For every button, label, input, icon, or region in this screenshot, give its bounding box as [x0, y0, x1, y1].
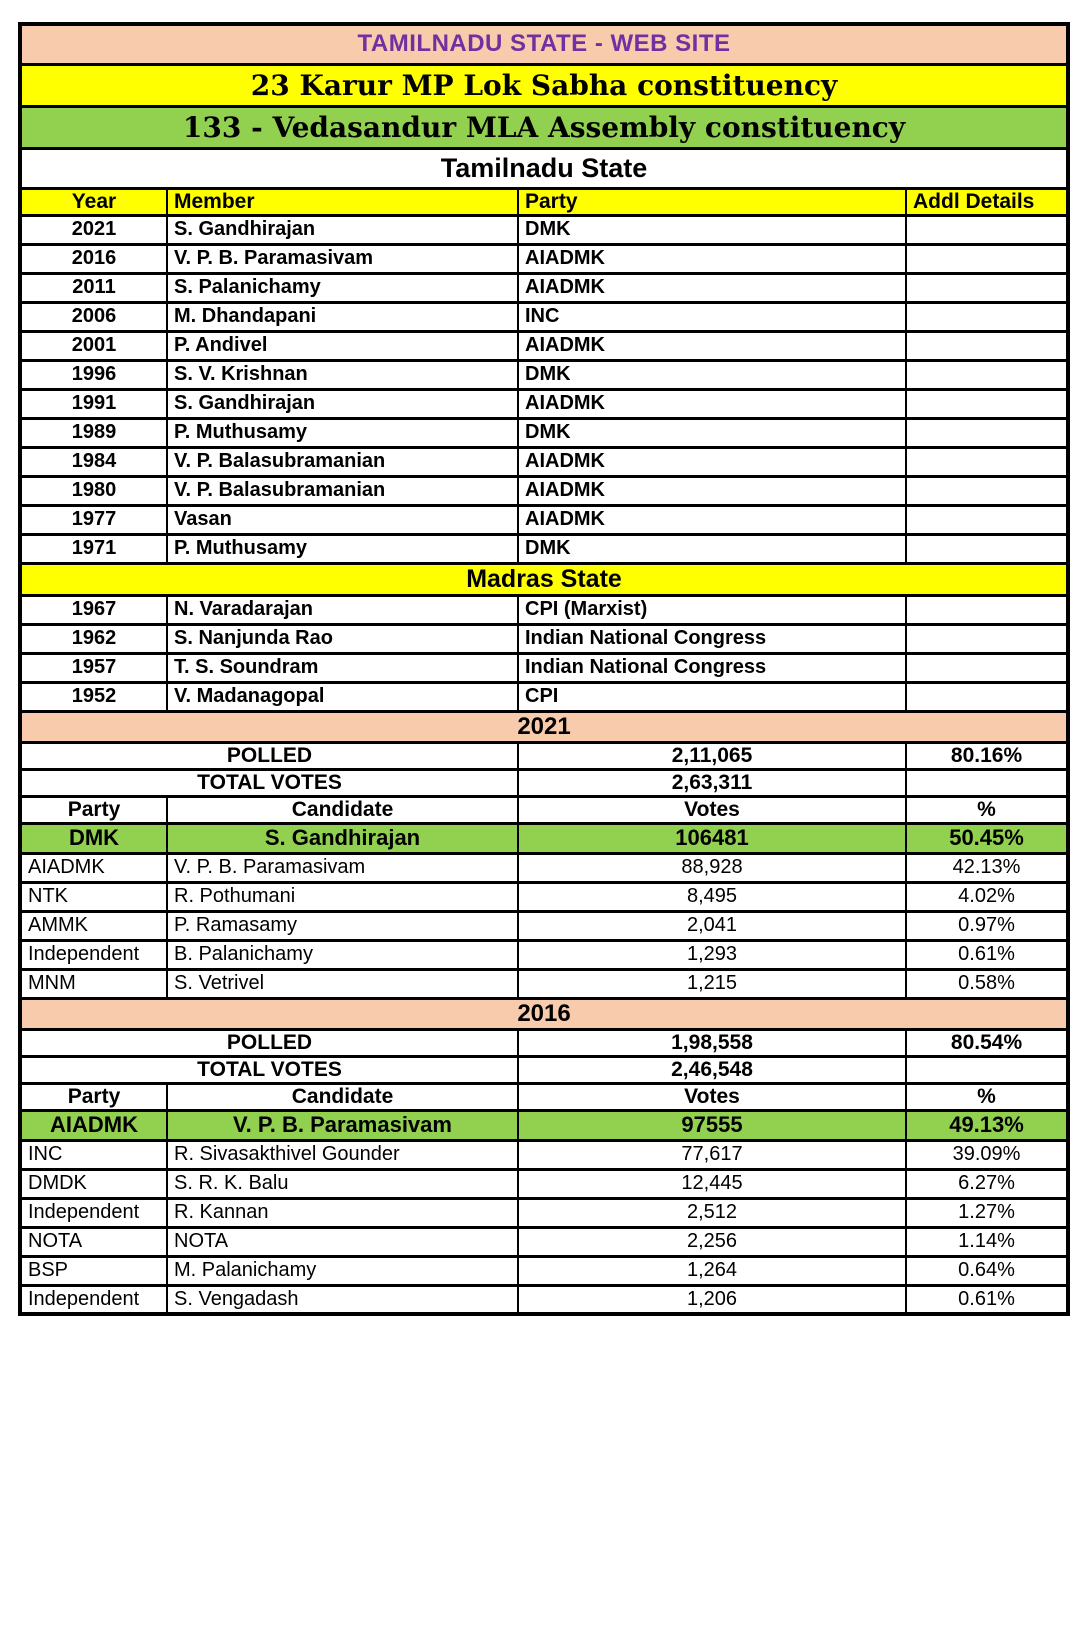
- member-cell: P. Muthusamy: [167, 534, 518, 563]
- polled-votes: 1,98,558: [518, 1029, 906, 1056]
- votes-cell: 2,512: [518, 1198, 906, 1227]
- addl-details-cell: [906, 447, 1068, 476]
- percent-cell: 6.27%: [906, 1169, 1068, 1198]
- empty-cell: [906, 769, 1068, 796]
- percent-column-header: %: [906, 1083, 1068, 1110]
- winner-candidate-cell: S. Gandhirajan: [167, 823, 518, 853]
- results-header-row: [20, 796, 1068, 823]
- votes-cell: 12,445: [518, 1169, 906, 1198]
- total-votes-label: TOTAL VOTES: [20, 769, 518, 796]
- candidate-cell: NOTA: [167, 1227, 518, 1256]
- year-cell: 1991: [20, 389, 167, 418]
- year-cell: 2001: [20, 331, 167, 360]
- winner-percent-cell: 50.45%: [906, 823, 1068, 853]
- percent-cell: 0.61%: [906, 940, 1068, 969]
- member-cell: P. Muthusamy: [167, 418, 518, 447]
- election-2016-results-body: [20, 1140, 1068, 1314]
- party-cell: AIADMK: [518, 447, 906, 476]
- winner-row: [20, 1110, 1068, 1140]
- party-cell: DMK: [518, 534, 906, 563]
- party-cell: DMDK: [20, 1169, 167, 1198]
- candidate-column-header: Candidate: [167, 796, 518, 823]
- total-votes-value: 2,46,548: [518, 1056, 906, 1083]
- year-cell: 1977: [20, 505, 167, 534]
- polled-votes: 2,11,065: [518, 742, 906, 769]
- member-row: [20, 534, 1068, 563]
- polled-label: POLLED: [20, 742, 518, 769]
- addl-details-cell: [906, 215, 1068, 244]
- state-heading: Tamilnadu State: [20, 148, 1068, 188]
- party-cell: AIADMK: [518, 244, 906, 273]
- percent-cell: 0.97%: [906, 911, 1068, 940]
- winner-row: [20, 823, 1068, 853]
- member-row: [20, 273, 1068, 302]
- site-title: TAMILNADU STATE - WEB SITE: [20, 24, 1068, 64]
- addl-details-cell: [906, 244, 1068, 273]
- party-cell: INC: [20, 1140, 167, 1169]
- winner-party-cell: AIADMK: [20, 1110, 167, 1140]
- party-cell: NTK: [20, 882, 167, 911]
- winner-candidate-cell: V. P. B. Paramasivam: [167, 1110, 518, 1140]
- election-2021-section: [20, 711, 1068, 853]
- winner-party-cell: DMK: [20, 823, 167, 853]
- member-cell: M. Dhandapani: [167, 302, 518, 331]
- party-cell: AMMK: [20, 911, 167, 940]
- year-cell: 2021: [20, 215, 167, 244]
- candidate-cell: P. Ramasamy: [167, 911, 518, 940]
- candidate-column-header: Candidate: [167, 1083, 518, 1110]
- party-column-header: Party: [518, 188, 906, 215]
- member-cell: S. V. Krishnan: [167, 360, 518, 389]
- year-cell: 2006: [20, 302, 167, 331]
- member-row: [20, 360, 1068, 389]
- candidate-cell: S. R. K. Balu: [167, 1169, 518, 1198]
- member-cell: V. P. B. Paramasivam: [167, 244, 518, 273]
- party-column-header: Party: [20, 796, 167, 823]
- party-cell: AIADMK: [20, 853, 167, 882]
- addl-details-cell: [906, 534, 1068, 563]
- result-row: [20, 1227, 1068, 1256]
- madras-members-body: [20, 595, 1068, 711]
- mla-constituency-row: [20, 106, 1068, 148]
- member-cell: T. S. Soundram: [167, 653, 518, 682]
- polled-row: [20, 1029, 1068, 1056]
- candidate-cell: S. Vetrivel: [167, 969, 518, 998]
- addl-details-cell: [906, 389, 1068, 418]
- member-row: [20, 389, 1068, 418]
- site-title-row: [20, 24, 1068, 64]
- election-year-banner: 2016: [20, 998, 1068, 1029]
- result-row: [20, 853, 1068, 882]
- year-cell: 2016: [20, 244, 167, 273]
- tamilnadu-members-body: [20, 215, 1068, 563]
- percent-column-header: %: [906, 796, 1068, 823]
- percent-cell: 0.64%: [906, 1256, 1068, 1285]
- member-row: [20, 682, 1068, 711]
- party-column-header: Party: [20, 1083, 167, 1110]
- votes-cell: 88,928: [518, 853, 906, 882]
- percent-cell: 4.02%: [906, 882, 1068, 911]
- member-cell: S. Gandhirajan: [167, 215, 518, 244]
- madras-banner-body: [20, 563, 1068, 595]
- results-header-row: [20, 1083, 1068, 1110]
- member-cell: P. Andivel: [167, 331, 518, 360]
- party-cell: MNM: [20, 969, 167, 998]
- member-cell: S. Gandhirajan: [167, 389, 518, 418]
- votes-cell: 8,495: [518, 882, 906, 911]
- party-cell: CPI (Marxist): [518, 595, 906, 624]
- member-cell: V. P. Balasubramanian: [167, 447, 518, 476]
- member-row: [20, 653, 1068, 682]
- result-row: [20, 1285, 1068, 1314]
- votes-cell: 1,293: [518, 940, 906, 969]
- member-row: [20, 331, 1068, 360]
- winner-percent-cell: 49.13%: [906, 1110, 1068, 1140]
- party-cell: Indian National Congress: [518, 624, 906, 653]
- year-cell: 2011: [20, 273, 167, 302]
- polled-label: POLLED: [20, 1029, 518, 1056]
- party-cell: AIADMK: [518, 389, 906, 418]
- year-cell: 1971: [20, 534, 167, 563]
- mla-constituency-banner: 133 - Vedasandur MLA Assembly constituency: [20, 106, 1068, 148]
- party-cell: CPI: [518, 682, 906, 711]
- empty-cell: [906, 1056, 1068, 1083]
- addl-details-cell: [906, 653, 1068, 682]
- party-cell: AIADMK: [518, 273, 906, 302]
- party-cell: Independent: [20, 1285, 167, 1314]
- candidate-cell: M. Palanichamy: [167, 1256, 518, 1285]
- year-column-header: Year: [20, 188, 167, 215]
- result-row: [20, 1140, 1068, 1169]
- election-year-row: [20, 998, 1068, 1029]
- addl-details-cell: [906, 595, 1068, 624]
- party-cell: AIADMK: [518, 505, 906, 534]
- mp-constituency-banner: 23 Karur MP Lok Sabha constituency: [20, 64, 1068, 106]
- year-cell: 1962: [20, 624, 167, 653]
- party-cell: DMK: [518, 360, 906, 389]
- party-cell: DMK: [518, 215, 906, 244]
- votes-cell: 77,617: [518, 1140, 906, 1169]
- member-row: [20, 418, 1068, 447]
- member-row: [20, 447, 1068, 476]
- votes-cell: 1,206: [518, 1285, 906, 1314]
- member-cell: V. P. Balasubramanian: [167, 476, 518, 505]
- addl-details-cell: [906, 505, 1068, 534]
- result-row: [20, 1198, 1068, 1227]
- party-cell: Indian National Congress: [518, 653, 906, 682]
- member-row: [20, 244, 1068, 273]
- year-cell: 1996: [20, 360, 167, 389]
- year-cell: 1989: [20, 418, 167, 447]
- party-cell: Independent: [20, 940, 167, 969]
- candidate-cell: V. P. B. Paramasivam: [167, 853, 518, 882]
- addl-details-cell: [906, 624, 1068, 653]
- polled-row: [20, 742, 1068, 769]
- result-row: [20, 911, 1068, 940]
- member-row: [20, 215, 1068, 244]
- state-heading-row: [20, 148, 1068, 188]
- header-banners: [20, 24, 1068, 215]
- party-cell: INC: [518, 302, 906, 331]
- percent-cell: 0.58%: [906, 969, 1068, 998]
- year-cell: 1984: [20, 447, 167, 476]
- candidate-cell: R. Sivasakthivel Gounder: [167, 1140, 518, 1169]
- year-cell: 1957: [20, 653, 167, 682]
- addl-details-cell: [906, 476, 1068, 505]
- party-cell: AIADMK: [518, 331, 906, 360]
- winner-votes-cell: 106481: [518, 823, 906, 853]
- member-row: [20, 505, 1068, 534]
- addl-details-cell: [906, 331, 1068, 360]
- result-row: [20, 1256, 1068, 1285]
- total-votes-label: TOTAL VOTES: [20, 1056, 518, 1083]
- member-cell: V. Madanagopal: [167, 682, 518, 711]
- election-2021-results-body: [20, 853, 1068, 998]
- member-cell: Vasan: [167, 505, 518, 534]
- polled-percent: 80.16%: [906, 742, 1068, 769]
- year-cell: 1980: [20, 476, 167, 505]
- percent-cell: 1.14%: [906, 1227, 1068, 1256]
- addl-details-cell: [906, 273, 1068, 302]
- member-column-header: Member: [167, 188, 518, 215]
- percent-cell: 42.13%: [906, 853, 1068, 882]
- member-row: [20, 302, 1068, 331]
- total-votes-row: [20, 769, 1068, 796]
- year-cell: 1952: [20, 682, 167, 711]
- constituency-table: [18, 22, 1070, 1316]
- votes-column-header: Votes: [518, 1083, 906, 1110]
- votes-cell: 2,256: [518, 1227, 906, 1256]
- member-row: [20, 624, 1068, 653]
- member-cell: S. Palanichamy: [167, 273, 518, 302]
- member-cell: S. Nanjunda Rao: [167, 624, 518, 653]
- election-2016-section: [20, 998, 1068, 1140]
- party-cell: AIADMK: [518, 476, 906, 505]
- candidate-cell: R. Kannan: [167, 1198, 518, 1227]
- winner-votes-cell: 97555: [518, 1110, 906, 1140]
- result-row: [20, 882, 1068, 911]
- percent-cell: 39.09%: [906, 1140, 1068, 1169]
- total-votes-row: [20, 1056, 1068, 1083]
- member-cell: N. Varadarajan: [167, 595, 518, 624]
- member-row: [20, 595, 1068, 624]
- madras-heading: Madras State: [20, 563, 1068, 595]
- votes-cell: 1,215: [518, 969, 906, 998]
- result-row: [20, 940, 1068, 969]
- addl-details-cell: [906, 360, 1068, 389]
- party-cell: Independent: [20, 1198, 167, 1227]
- party-cell: BSP: [20, 1256, 167, 1285]
- election-year-row: [20, 711, 1068, 742]
- addl-details-cell: [906, 302, 1068, 331]
- candidate-cell: R. Pothumani: [167, 882, 518, 911]
- addl-details-cell: [906, 418, 1068, 447]
- member-row: [20, 476, 1068, 505]
- mp-constituency-row: [20, 64, 1068, 106]
- addl-details-column-header: Addl Details: [906, 188, 1068, 215]
- madras-heading-row: [20, 563, 1068, 595]
- total-votes-value: 2,63,311: [518, 769, 906, 796]
- votes-column-header: Votes: [518, 796, 906, 823]
- candidate-cell: S. Vengadash: [167, 1285, 518, 1314]
- members-header-row: [20, 188, 1068, 215]
- percent-cell: 0.61%: [906, 1285, 1068, 1314]
- candidate-cell: B. Palanichamy: [167, 940, 518, 969]
- votes-cell: 2,041: [518, 911, 906, 940]
- percent-cell: 1.27%: [906, 1198, 1068, 1227]
- result-row: [20, 969, 1068, 998]
- addl-details-cell: [906, 682, 1068, 711]
- party-cell: DMK: [518, 418, 906, 447]
- votes-cell: 1,264: [518, 1256, 906, 1285]
- year-cell: 1967: [20, 595, 167, 624]
- party-cell: NOTA: [20, 1227, 167, 1256]
- result-row: [20, 1169, 1068, 1198]
- election-year-banner: 2021: [20, 711, 1068, 742]
- polled-percent: 80.54%: [906, 1029, 1068, 1056]
